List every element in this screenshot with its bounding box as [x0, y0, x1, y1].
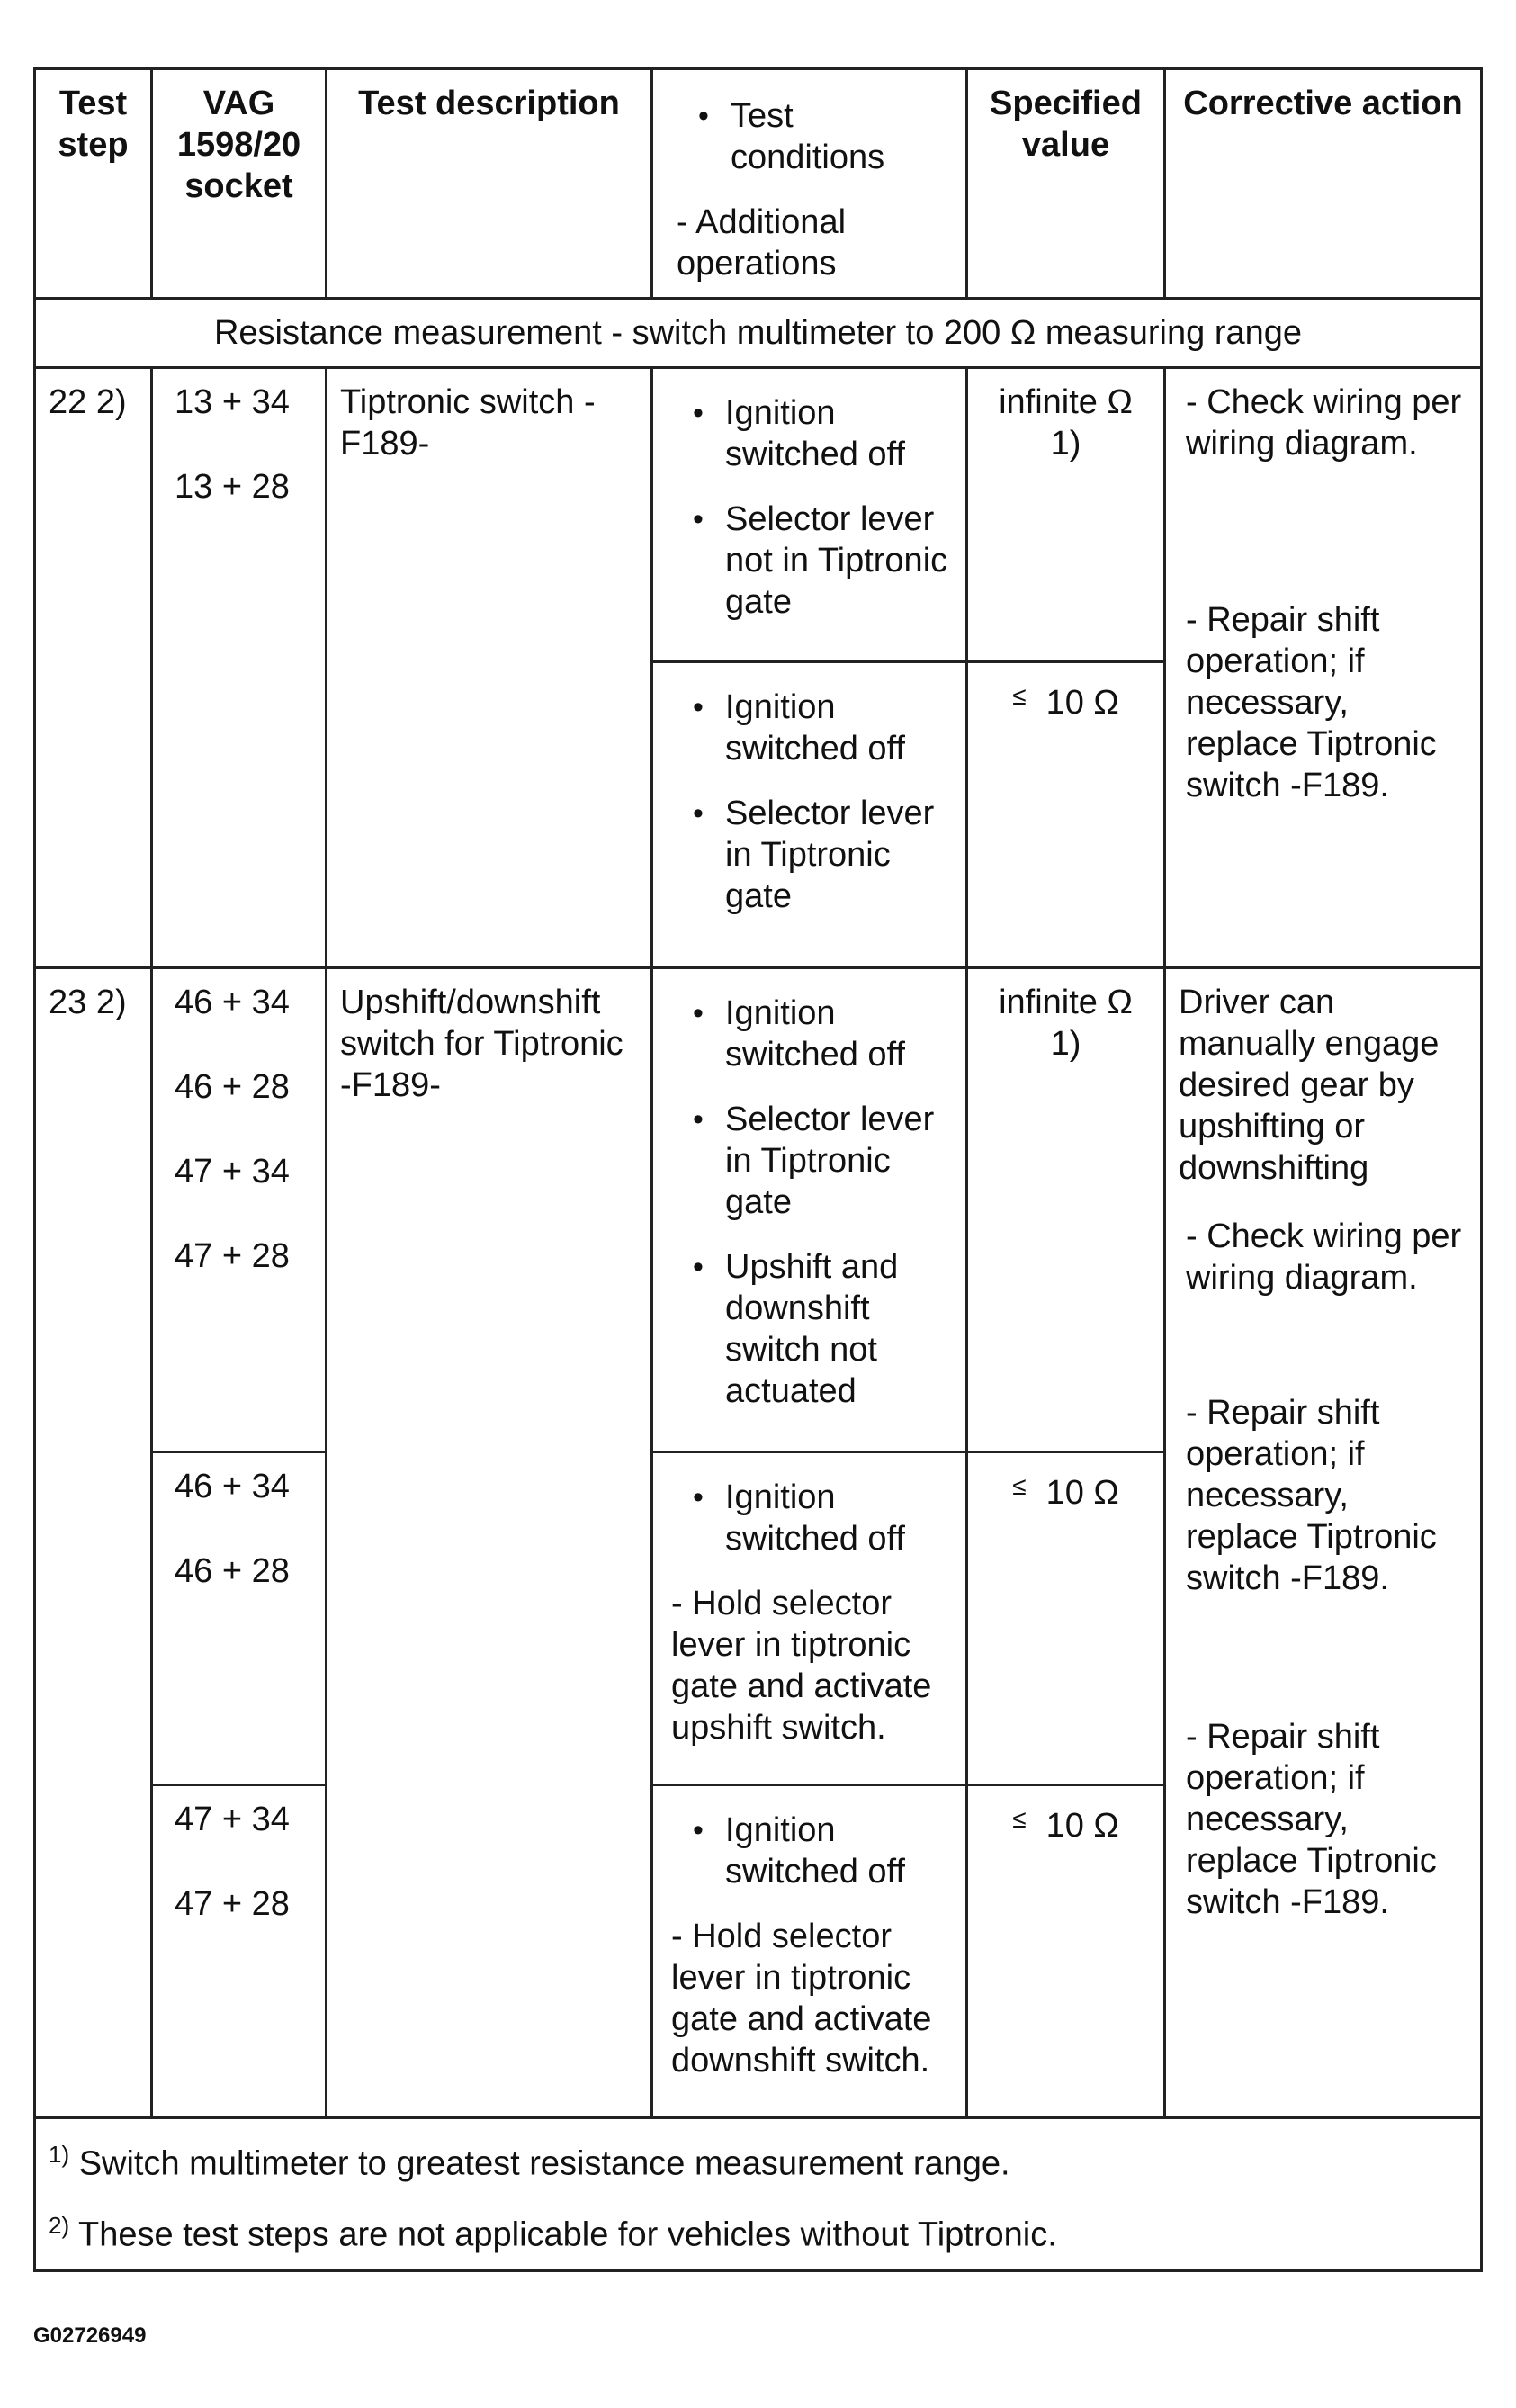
conditions-cell [652, 968, 967, 1452]
socket-value: 46 + 34 [175, 1468, 290, 1505]
condition-item: • Ignition switched off [666, 1477, 953, 1559]
step-cell: 23 2) [35, 968, 152, 2118]
operation-text: - Hold selector lever in tiptronic gate and activate upshift switch. [671, 1585, 932, 1747]
figure-id: G02726949 [33, 2323, 147, 2348]
socket-value: 47 + 34 [175, 1801, 290, 1838]
socket-cell [152, 1452, 327, 1785]
socket-value: 46 + 34 [175, 984, 290, 1021]
conditions-cell [652, 1785, 967, 2118]
footnote-mark: 1) [49, 2141, 70, 2168]
action-text: - Repair shift operation; if necessary, replace Tiptronic switch -F189. [1186, 601, 1437, 804]
header-action: Corrective action [1165, 69, 1482, 299]
action-cell [1165, 968, 1482, 2118]
specified-value-cell [967, 662, 1165, 968]
less-equal-symbol: ≤ [1012, 682, 1027, 710]
socket-cell [152, 368, 327, 968]
specified-value-cell [967, 1785, 1165, 2118]
table-row [35, 368, 1482, 662]
conditions-cell [652, 1452, 967, 1785]
conditions-cell [652, 368, 967, 662]
condition-item: • Ignition switched off [666, 392, 953, 475]
section-title: Resistance measurement - switch multimeter to 200 Ω measuring range [35, 299, 1482, 368]
action-cell [1165, 368, 1482, 968]
specified-value: 10 Ω [1045, 1474, 1119, 1512]
header-conditions-label: • Test conditions [671, 95, 947, 178]
action-text: - Repair shift operation; if necessary, replace Tiptronic switch -F189. [1186, 1394, 1437, 1597]
footnote [49, 2134, 1467, 2185]
socket-value: 47 + 28 [175, 1885, 290, 1923]
header-socket: VAG 1598/20 socket [152, 69, 327, 299]
socket-value: 47 + 34 [175, 1153, 290, 1191]
condition-item: • Upshift and downshift switch not actuated [666, 1246, 953, 1412]
socket-cell [152, 968, 327, 1452]
step-cell: 22 2) [35, 368, 152, 968]
condition-item: • Selector lever not in Tiptronic gate [666, 499, 953, 623]
action-text: - Check wiring per wiring diagram. [1186, 1217, 1462, 1297]
socket-cell [152, 1785, 327, 2118]
operation-text: - Hold selector lever in tiptronic gate and activate downshift switch. [671, 1918, 932, 2080]
socket-value: 13 + 28 [175, 468, 290, 506]
action-text: - Check wiring per wiring diagram. [1186, 383, 1462, 463]
socket-value: 46 + 28 [175, 1068, 290, 1106]
specified-value-cell [967, 1452, 1165, 1785]
footnotes-row [35, 2118, 1482, 2271]
less-equal-symbol: ≤ [1012, 1805, 1027, 1833]
condition-item: • Ignition switched off [666, 1810, 953, 1892]
footnote-text: Switch multimeter to greatest resistance measurement range. [78, 2144, 1010, 2183]
header-specified: Specified value [967, 69, 1165, 299]
description-cell: Tiptronic switch -F189- [327, 368, 652, 968]
header-conditions [652, 69, 967, 299]
action-text: - Repair shift operation; if necessary, replace Tiptronic switch -F189. [1186, 1718, 1437, 1921]
description-cell: Upshift/downshift switch for Tiptronic -F189- [327, 968, 652, 2118]
test-table [33, 67, 1483, 2272]
header-operations-label: - Additional operations [677, 203, 847, 283]
condition-item: • Selector lever in Tiptronic gate [666, 793, 953, 917]
footnote-text: These test steps are not applicable for vehicles without Tiptronic. [78, 2215, 1057, 2254]
action-text: Driver can manually engage desired gear by upshifting or downshifting [1179, 984, 1440, 1187]
header-description: Test description [327, 69, 652, 299]
condition-item: • Selector lever in Tiptronic gate [666, 1099, 953, 1223]
footnote [49, 2205, 1467, 2256]
socket-value: 46 + 28 [175, 1552, 290, 1590]
condition-item: • Ignition switched off [666, 993, 953, 1075]
footnotes-cell [35, 2118, 1482, 2271]
specified-value: infinite Ω 1) [967, 368, 1165, 662]
conditions-cell [652, 662, 967, 968]
header-row [35, 69, 1482, 299]
table-row [35, 968, 1482, 1452]
socket-value: 13 + 34 [175, 383, 290, 421]
specified-value: 10 Ω [1045, 684, 1119, 722]
specified-value: infinite Ω 1) [967, 968, 1165, 1452]
specified-value: 10 Ω [1045, 1807, 1119, 1845]
less-equal-symbol: ≤ [1012, 1472, 1027, 1500]
header-test-step: Test step [35, 69, 152, 299]
condition-item: • Ignition switched off [666, 687, 953, 769]
footnote-mark: 2) [49, 2211, 70, 2239]
socket-value: 47 + 28 [175, 1237, 290, 1275]
section-row [35, 299, 1482, 368]
